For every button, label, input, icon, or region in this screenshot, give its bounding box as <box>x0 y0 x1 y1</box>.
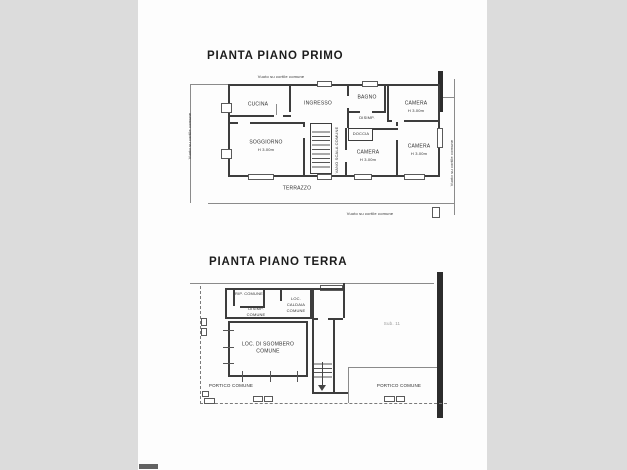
paper-sheet <box>138 0 487 470</box>
wall-camera-mid-left-b <box>345 162 347 177</box>
scan-artifact <box>139 464 158 469</box>
gf-dashed-bottom <box>200 403 447 404</box>
wall-ingresso-right-a <box>347 84 349 96</box>
portico-line-left <box>348 367 349 403</box>
room-label-camera-se: CAMERA <box>407 143 431 149</box>
wall-camera-divider-b <box>396 140 398 177</box>
void-label-bottom: Vuoto su cortile comune <box>346 211 394 217</box>
window-bottom-2 <box>317 174 332 180</box>
wall-rip-right <box>263 288 265 308</box>
wall-corridor-right <box>333 318 335 394</box>
wall-cucina-bottom-b <box>283 115 291 117</box>
room-label-caldaia-1: LOC. <box>291 296 301 302</box>
wall-camera-divider-a <box>396 122 398 126</box>
room-label-soggiorno: SOGGIORNO <box>249 139 283 145</box>
pillar-left-1 <box>221 103 232 113</box>
first-floor-title: PIANTA PIANO PRIMO <box>207 50 344 62</box>
pillar-left-2 <box>221 149 232 159</box>
room-label-rip: RIP. COMUNE <box>235 291 263 297</box>
stair-treads <box>312 128 330 170</box>
room-label-sgombero-1: LOC. DI SGOMBERO <box>241 341 295 347</box>
wall-soggiorno-top-b <box>250 122 303 124</box>
room-height-camera-se: H 3.00m <box>410 151 428 157</box>
wall-bagno-right <box>384 84 386 113</box>
wall-soggiorno-right-a <box>303 122 305 127</box>
void-label-top: Vuoto su cortile comune <box>257 74 305 80</box>
wall-camera-ne-bottom-b <box>404 120 440 122</box>
gf-outer-top <box>190 283 434 284</box>
void-label-left: Vuoto su cortile comune <box>187 112 193 160</box>
window-bottom-1 <box>248 174 274 180</box>
room-label-portico-right: PORTICO COMUNE <box>376 383 422 389</box>
room-label-camera-ne: CAMERA <box>404 100 428 106</box>
wall-camera-ne-left <box>387 84 389 122</box>
room-height-soggiorno: H 3.00m <box>257 147 275 153</box>
wall-androne-bottom-b <box>328 318 343 320</box>
room-label-disimp-1: DISIMP. <box>248 306 264 312</box>
tick-bottom-3 <box>297 371 298 382</box>
room-label-sgombero-2: COMUNE <box>256 348 280 354</box>
room-label-disimp: DISIMP. <box>359 115 375 121</box>
wall-camera-mid-left-a <box>345 128 347 150</box>
pillar-s-4 <box>396 396 405 402</box>
room-label-disimp-2: COMUNE <box>246 312 266 318</box>
pillar-s-1 <box>253 396 263 402</box>
ground-floor-title: PIANTA PIANO TERRA <box>209 256 348 268</box>
door-leaf-cucina <box>276 104 277 115</box>
window-bottom-3 <box>354 174 372 180</box>
sub-annotation: Sub. 11 <box>383 321 401 327</box>
gf-stair-treads <box>314 360 332 378</box>
wall-cucina-right <box>289 84 291 112</box>
pillar-w-2 <box>201 328 207 336</box>
gf-dashed-left <box>200 286 201 404</box>
void-label-right: Vuoto su cortile comune <box>449 139 455 187</box>
room-label-portico-left: PORTICO COMUNE <box>208 383 254 389</box>
room-label-caldaia-3: COMUNE <box>286 308 306 314</box>
tick-bottom-1 <box>242 371 243 382</box>
pillar-s-2 <box>264 396 273 402</box>
window-top-2 <box>362 81 378 87</box>
wall-rip-left <box>233 288 235 306</box>
tick-left-1 <box>223 330 234 331</box>
wall-caldaia-left <box>280 288 282 301</box>
wall-bagno-bottom-a <box>347 111 360 113</box>
window-top-1 <box>317 81 332 87</box>
tick-left-3 <box>223 363 234 364</box>
wall-disimp-bottom <box>373 128 398 130</box>
pillar-sw-2 <box>204 398 215 404</box>
wall-androne-right <box>343 283 345 318</box>
portico-line-top <box>348 367 437 368</box>
stair-arrow-icon <box>318 385 326 391</box>
outer-line-bottom <box>208 203 455 204</box>
room-label-vano-scala: VANO SCALA COMUNE <box>334 126 340 174</box>
room-label-doccia: DOCCIA <box>352 131 370 137</box>
wall-bagno-bottom-b <box>372 111 386 113</box>
wall-camera-ne-bottom-a <box>387 120 392 122</box>
room-label-bagno: BAGNO <box>357 94 377 100</box>
window-marker <box>432 207 440 218</box>
window-right <box>437 128 443 148</box>
tick-left-2 <box>223 347 234 348</box>
room-height-camera-ne: H 3.00m <box>407 108 425 114</box>
pillar-sw-1 <box>202 391 209 397</box>
pillar-s-3 <box>384 396 395 402</box>
wall-cucina-bottom-a <box>228 115 274 117</box>
room-label-caldaia-2: CALDAIA <box>286 302 306 308</box>
wall-soggiorno-right-b <box>303 138 305 177</box>
stair-direction-line <box>322 362 323 386</box>
outer-connector <box>443 97 454 98</box>
room-height-camera-mid: H 3.00m <box>359 157 377 163</box>
gf-party-wall <box>437 272 443 418</box>
room-label-camera-mid: CAMERA <box>356 149 380 155</box>
room-label-cucina: CUCINA <box>247 101 269 107</box>
pillar-w-1 <box>201 318 207 326</box>
room-label-terrazzo: TERRAZZO <box>282 185 312 191</box>
wall-androne-top <box>312 288 343 290</box>
room-label-ingresso: INGRESSO <box>304 100 332 106</box>
wall-corridor-bottom <box>312 392 348 394</box>
tick-bottom-2 <box>270 371 271 382</box>
window-bottom-4 <box>404 174 425 180</box>
wall-corridor-left <box>312 288 314 394</box>
wall-soggiorno-top-a <box>228 122 238 124</box>
